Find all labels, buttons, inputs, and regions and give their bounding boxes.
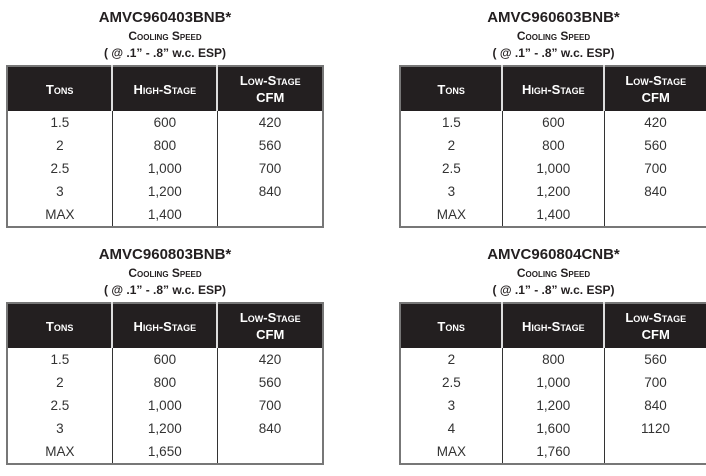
table-cell: 1,200 [502,394,604,417]
table-cell [217,203,323,227]
table-cell: 1,200 [502,180,604,203]
table-cell: 800 [502,134,604,157]
cfm-table [399,65,706,228]
subtitle: Cooling Speed [128,29,202,43]
table-row [7,203,323,227]
cfm-table [6,302,324,465]
header-high-stage: High-Stage [112,66,217,111]
model-title: AMVC960803BNB* [98,246,232,263]
header-low-stage-cfm [604,66,706,111]
header-low-stage-cfm [217,303,323,348]
header-low-line1: Low-Stage [239,73,301,88]
table-cell: 2.5 [441,375,461,390]
table-cell: 2 [447,138,456,153]
table-cell: 1,200 [112,417,217,440]
model-title: AMVC960603BNB* [487,9,620,26]
table-cell: 420 [604,111,706,134]
table-cell: 1,000 [112,157,217,180]
table-cell: 1,400 [112,203,217,227]
table-cell: 700 [604,371,706,394]
table-cell: 1,600 [502,417,604,440]
table-cell: 420 [217,111,323,134]
table-cell: 1.5 [50,352,70,367]
table-cell: 2.5 [441,161,461,176]
header-row [400,303,706,348]
table-row [7,134,323,157]
subtitle: Cooling Speed [128,266,202,280]
table-cell: 700 [217,157,323,180]
cooling-table-block [6,245,324,465]
table-cell: 1.5 [50,115,70,130]
table-row [400,111,706,134]
table-cell: 840 [604,180,706,203]
table-cell: 800 [502,348,604,371]
table-cell: 1,000 [112,394,217,417]
table-row [7,417,323,440]
header-tons: Tons [400,303,502,348]
header-low-stage-cfm [217,66,323,111]
header-high-stage: High-Stage [502,303,604,348]
table-cell: 560 [604,134,706,157]
table-cell: 700 [217,394,323,417]
table-cell: 1,760 [502,440,604,464]
table-cell: 3 [447,184,456,199]
header-low-line1: Low-Stage [239,310,301,325]
header-low-line2: CFM [641,90,670,105]
table-cell: MAX [45,207,75,222]
table-cell: 3 [56,184,64,199]
table-cell [604,440,706,464]
table-row [7,111,323,134]
table-cell: 600 [502,111,604,134]
table-row [400,180,706,203]
header-high-stage: High-Stage [112,303,217,348]
table-cell: 600 [112,348,217,371]
table-cell: 600 [112,111,217,134]
table-cell: 2 [447,352,456,367]
table-cell: 1,200 [112,180,217,203]
model-title: AMVC960403BNB* [98,9,232,26]
header-tons: Tons [7,66,112,111]
cfm-table [6,65,324,228]
cooling-table-block [399,8,706,228]
table-row [400,394,706,417]
cooling-table-block [6,8,324,228]
table-row [400,348,706,371]
table-cell: 1,000 [502,371,604,394]
table-row [400,203,706,227]
table-cell: 840 [217,417,323,440]
header-low-line1: Low-Stage [625,73,687,88]
table-cell: 420 [217,348,323,371]
subtitle: Cooling Speed [516,29,591,43]
table-cell: 4 [447,421,456,436]
esp-note: ( @ .1” - .8” w.c. ESP) [492,46,615,60]
table-cell: 1,000 [502,157,604,180]
table-cell: 3 [56,421,64,436]
cfm-table [399,302,706,465]
table-cell: 840 [217,180,323,203]
table-cell: MAX [45,444,75,459]
table-cell: 560 [217,371,323,394]
header-row [7,66,323,111]
table-cell: MAX [436,207,466,222]
esp-note: ( @ .1” - .8” w.c. ESP) [492,283,615,297]
table-row [7,180,323,203]
esp-note: ( @ .1” - .8” w.c. ESP) [104,46,226,60]
table-cell: 560 [217,134,323,157]
header-row [400,66,706,111]
header-low-line2: CFM [256,327,285,342]
model-title: AMVC960804CNB* [487,246,620,263]
table-cell: 1120 [604,417,706,440]
table-row [400,417,706,440]
table-cell: 560 [604,348,706,371]
header-tons: Tons [400,66,502,111]
table-row [400,440,706,464]
cooling-table-block [399,245,706,465]
table-row [7,371,323,394]
header-row [7,303,323,348]
table-cell [604,203,706,227]
table-cell: 1,650 [112,440,217,464]
esp-note: ( @ .1” - .8” w.c. ESP) [104,283,226,297]
table-cell: 800 [112,371,217,394]
table-row [400,157,706,180]
table-cell: 2.5 [50,398,70,413]
table-cell: 2 [56,375,64,390]
table-row [7,394,323,417]
subtitle: Cooling Speed [516,266,591,280]
table-cell: 2 [56,138,64,153]
table-cell: 800 [112,134,217,157]
header-tons: Tons [7,303,112,348]
table-row [400,134,706,157]
table-row [7,440,323,464]
header-low-line1: Low-Stage [625,310,687,325]
table-cell: 700 [604,157,706,180]
table-row [7,348,323,371]
table-cell: 1,400 [502,203,604,227]
table-cell: MAX [436,444,466,459]
header-high-stage: High-Stage [502,66,604,111]
table-row [7,157,323,180]
header-low-stage-cfm [604,303,706,348]
header-low-line2: CFM [641,327,670,342]
table-cell: 1.5 [441,115,461,130]
table-cell: 3 [447,398,456,413]
table-cell [217,440,323,464]
header-low-line2: CFM [256,90,285,105]
table-cell: 840 [604,394,706,417]
table-row [400,371,706,394]
table-cell: 2.5 [50,161,70,176]
